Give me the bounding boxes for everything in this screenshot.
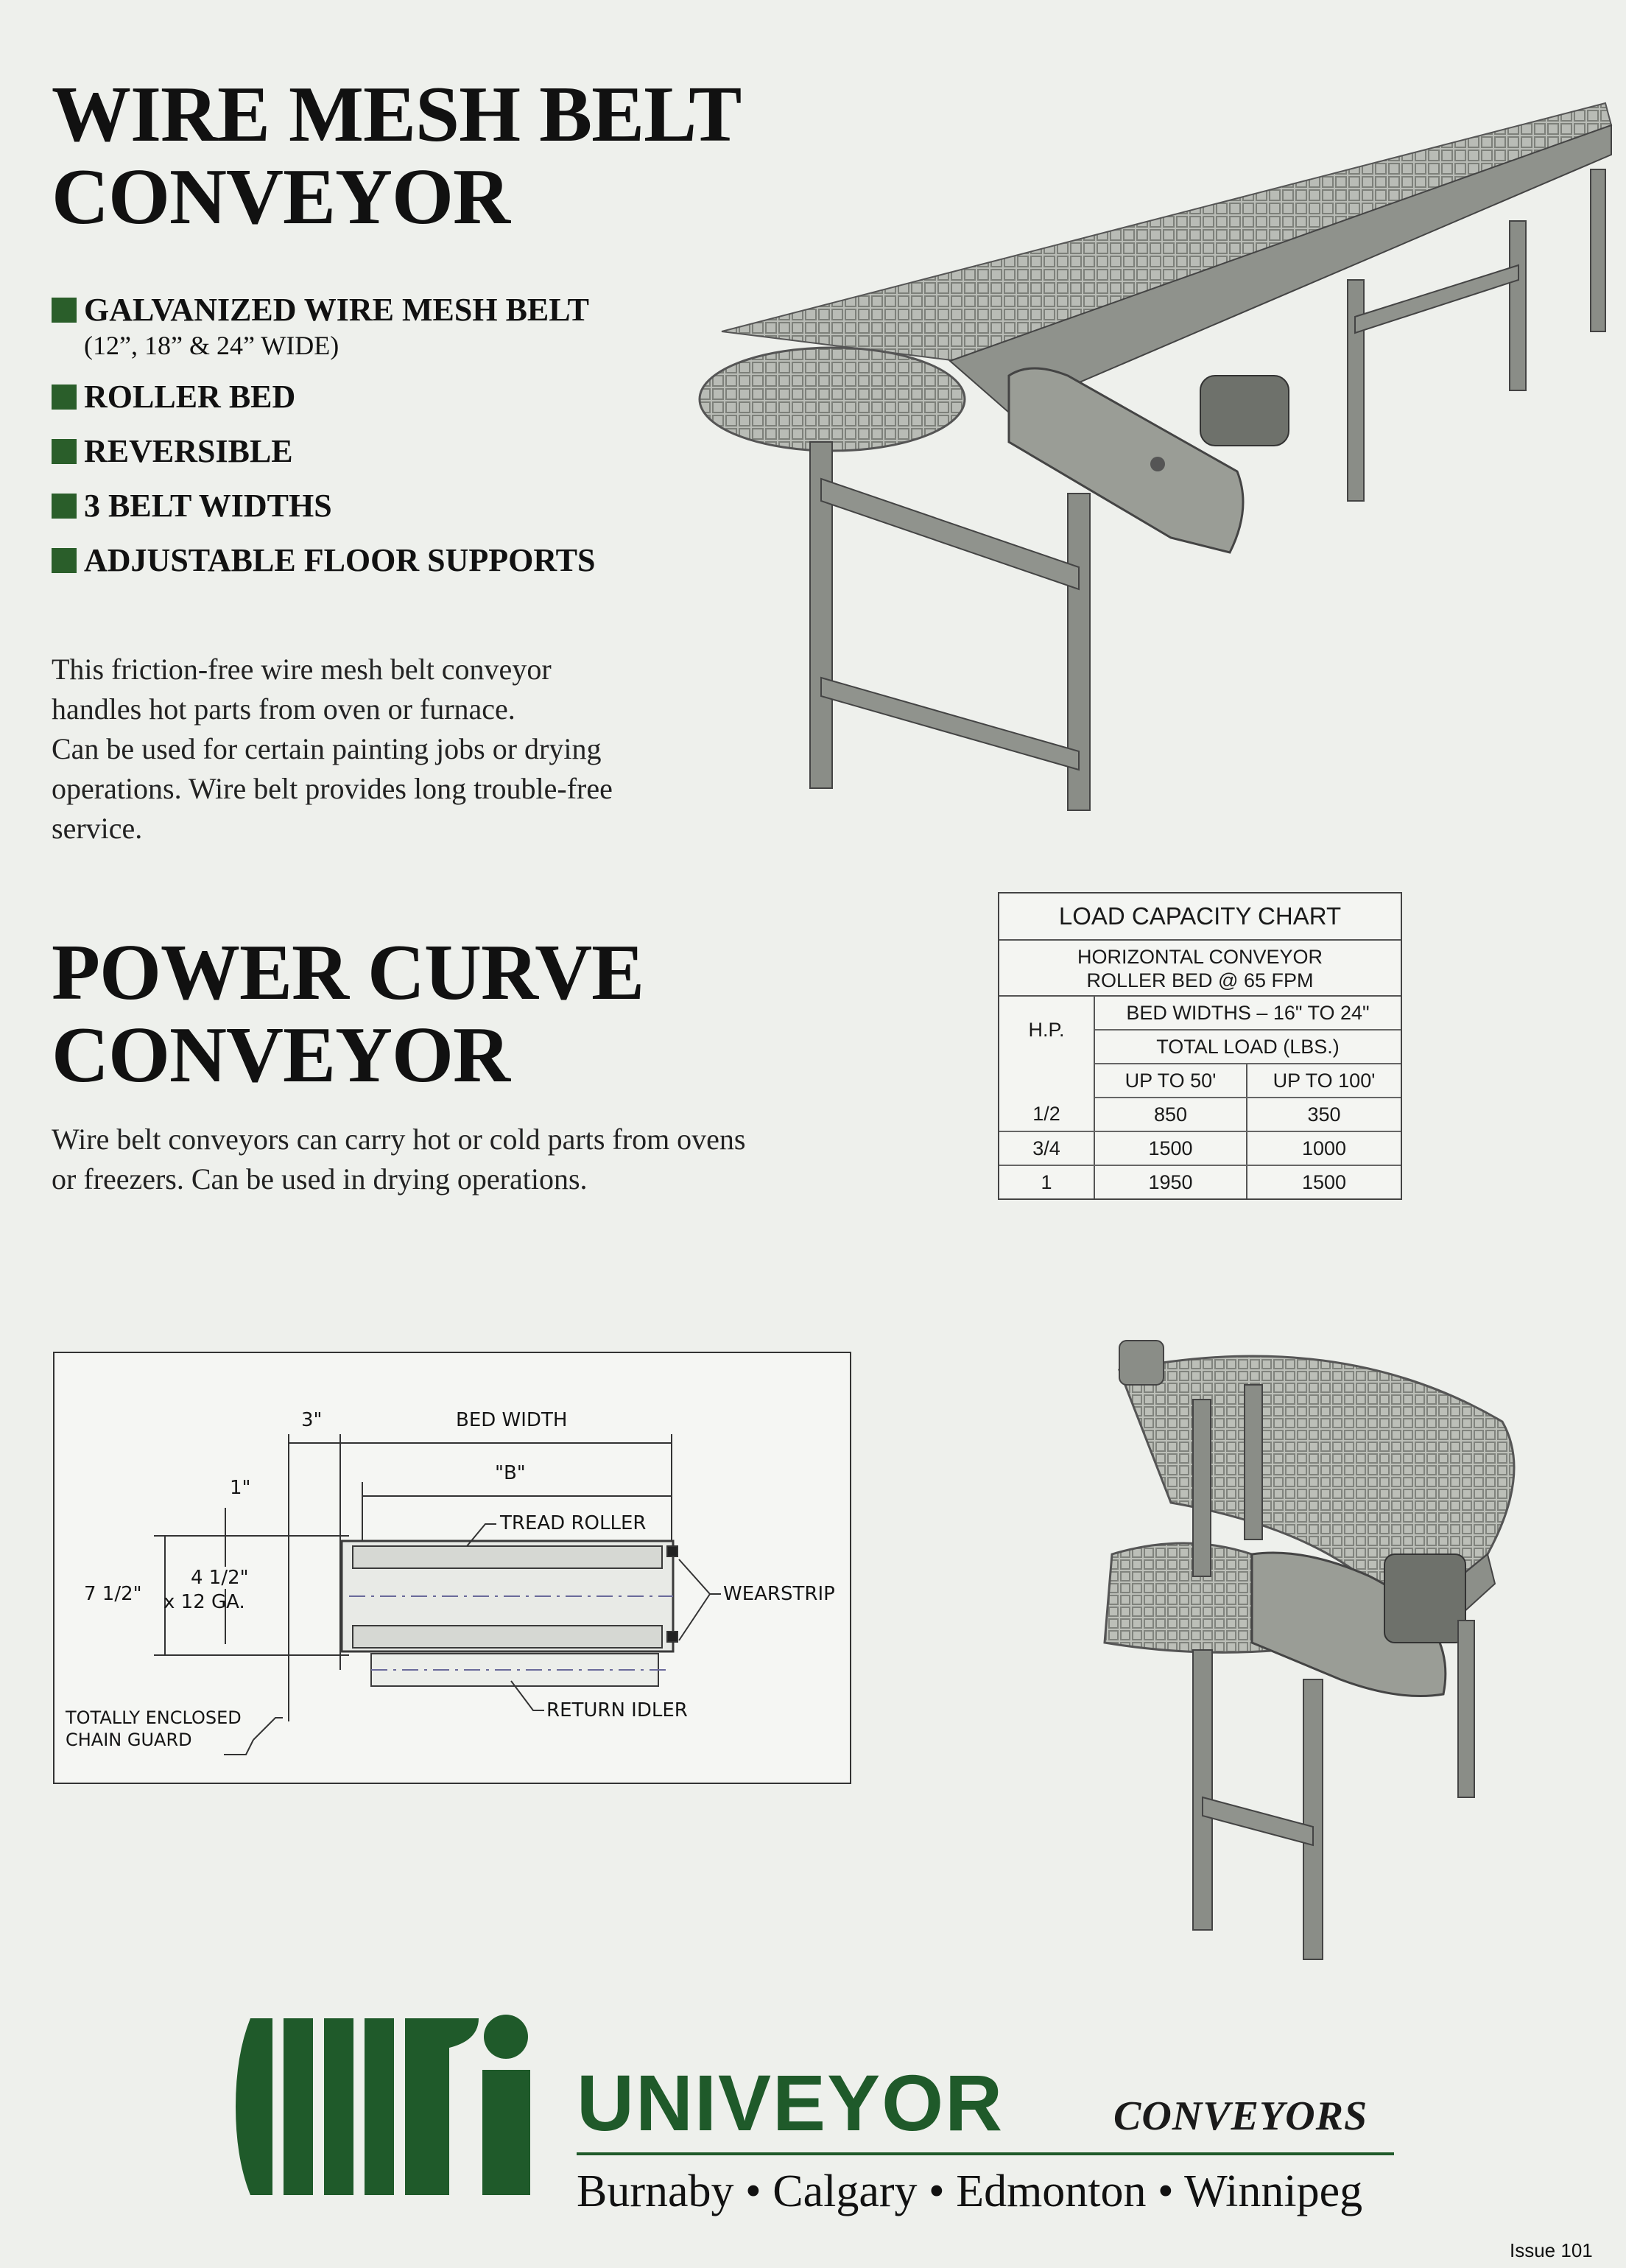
bullet-square-icon [52, 494, 77, 519]
description-line: service. [52, 812, 143, 845]
description-line: operations. Wire belt provides long trouble-free [52, 772, 613, 805]
description-line: This friction-free wire mesh belt conveyor [52, 653, 552, 686]
feature-item [52, 487, 714, 525]
brand-divider [577, 2152, 1394, 2155]
chain-guard-line: TOTALLY ENCLOSED [66, 1707, 242, 1728]
power-curve-description [52, 1120, 898, 1199]
table-row [999, 1098, 1401, 1131]
capacity-table [999, 997, 1401, 1198]
description-line: handles hot parts from oven or furnace. [52, 692, 515, 726]
bed-width-label: BED WIDTH [456, 1409, 568, 1431]
feature-item [52, 432, 714, 471]
bullet-square-icon [52, 385, 77, 410]
title-line: CONVEYOR [52, 153, 510, 241]
load-100-cell: 1000 [1247, 1131, 1401, 1165]
feature-sublabel: (12”, 18” & 24” WIDE) [84, 331, 339, 360]
description-line: Can be used for certain painting jobs or drying [52, 732, 602, 765]
load-50-cell: 850 [1094, 1098, 1247, 1131]
title-line: CONVEYOR [52, 1011, 510, 1099]
brand-name: UNIVEYOR [577, 2058, 1004, 2147]
title-line: WIRE MESH BELT [52, 71, 742, 158]
b-label: "B" [495, 1462, 526, 1484]
chain-guard-label [66, 1707, 242, 1751]
feature-label: REVERSIBLE [84, 433, 293, 469]
table-row [999, 1165, 1401, 1198]
feature-label: ROLLER BED [84, 379, 296, 415]
subtitle-line: ROLLER BED @ 65 FPM [1086, 969, 1314, 991]
subtitle-line: HORIZONTAL CONVEYOR [1077, 946, 1323, 968]
power-curve-title [52, 929, 862, 1099]
dim-7-5-label: 7 1/2" [84, 1583, 142, 1605]
chart-subtitle [999, 941, 1401, 997]
chain-guard-line: CHAIN GUARD [66, 1730, 192, 1750]
chart-title: LOAD CAPACITY CHART [999, 893, 1401, 941]
gauge-label: x 12 GA. [163, 1591, 245, 1613]
feature-list [52, 291, 714, 596]
dim-4-5-label: 4 1/2" [191, 1567, 249, 1589]
feature-item [52, 541, 714, 580]
return-idler-label: RETURN IDLER [546, 1699, 688, 1721]
brand-suffix: CONVEYORS [1113, 2093, 1368, 2139]
feature-label: GALVANIZED WIRE MESH BELT [84, 292, 589, 328]
feature-label: 3 BELT WIDTHS [84, 488, 332, 524]
col-header-100: UP TO 100' [1247, 1064, 1401, 1098]
power-curve-conveyor-photo [1060, 1311, 1532, 1989]
description-line: or freezers. Can be used in drying operations. [52, 1162, 588, 1196]
load-capacity-chart [998, 892, 1402, 1200]
wearstrip-label: WEARSTRIP [723, 1583, 835, 1605]
load-100-cell: 350 [1247, 1098, 1401, 1131]
univeyor-logo [236, 2011, 545, 2202]
bed-widths-header: BED WIDTHS – 16" TO 24" [1094, 997, 1401, 1030]
hp-cell: 1/2 [999, 1098, 1094, 1131]
hp-header: H.P. [999, 997, 1094, 1064]
bullet-square-icon [52, 548, 77, 573]
tread-roller-label: TREAD ROLLER [500, 1512, 647, 1534]
feature-label: ADJUSTABLE FLOOR SUPPORTS [84, 542, 596, 578]
load-50-cell: 1500 [1094, 1131, 1247, 1165]
description-line: Wire belt conveyors can carry hot or cold parts from ovens [52, 1123, 746, 1156]
cross-section-diagram [53, 1352, 851, 1784]
bullet-square-icon [52, 298, 77, 323]
hp-cell: 3/4 [999, 1131, 1094, 1165]
hp-cell: 1 [999, 1165, 1094, 1198]
title-line: POWER CURVE [52, 929, 644, 1017]
table-row [999, 1131, 1401, 1165]
wire-mesh-conveyor-photo [685, 96, 1613, 818]
col-header-50: UP TO 50' [1094, 1064, 1247, 1098]
locations: Burnaby • Calgary • Edmonton • Winnipeg [577, 2166, 1363, 2216]
bullet-square-icon [52, 439, 77, 464]
load-100-cell: 1500 [1301, 1170, 1347, 1193]
dim-1-label: 1" [230, 1477, 251, 1499]
load-50-cell: 1950 [1094, 1165, 1247, 1198]
feature-item [52, 291, 714, 362]
total-load-header: TOTAL LOAD (LBS.) [1094, 1030, 1401, 1064]
feature-item [52, 378, 714, 416]
wire-mesh-description [52, 650, 759, 849]
dim-3-label: 3" [301, 1409, 323, 1431]
issue-number: Issue 101 [1510, 2239, 1593, 2261]
